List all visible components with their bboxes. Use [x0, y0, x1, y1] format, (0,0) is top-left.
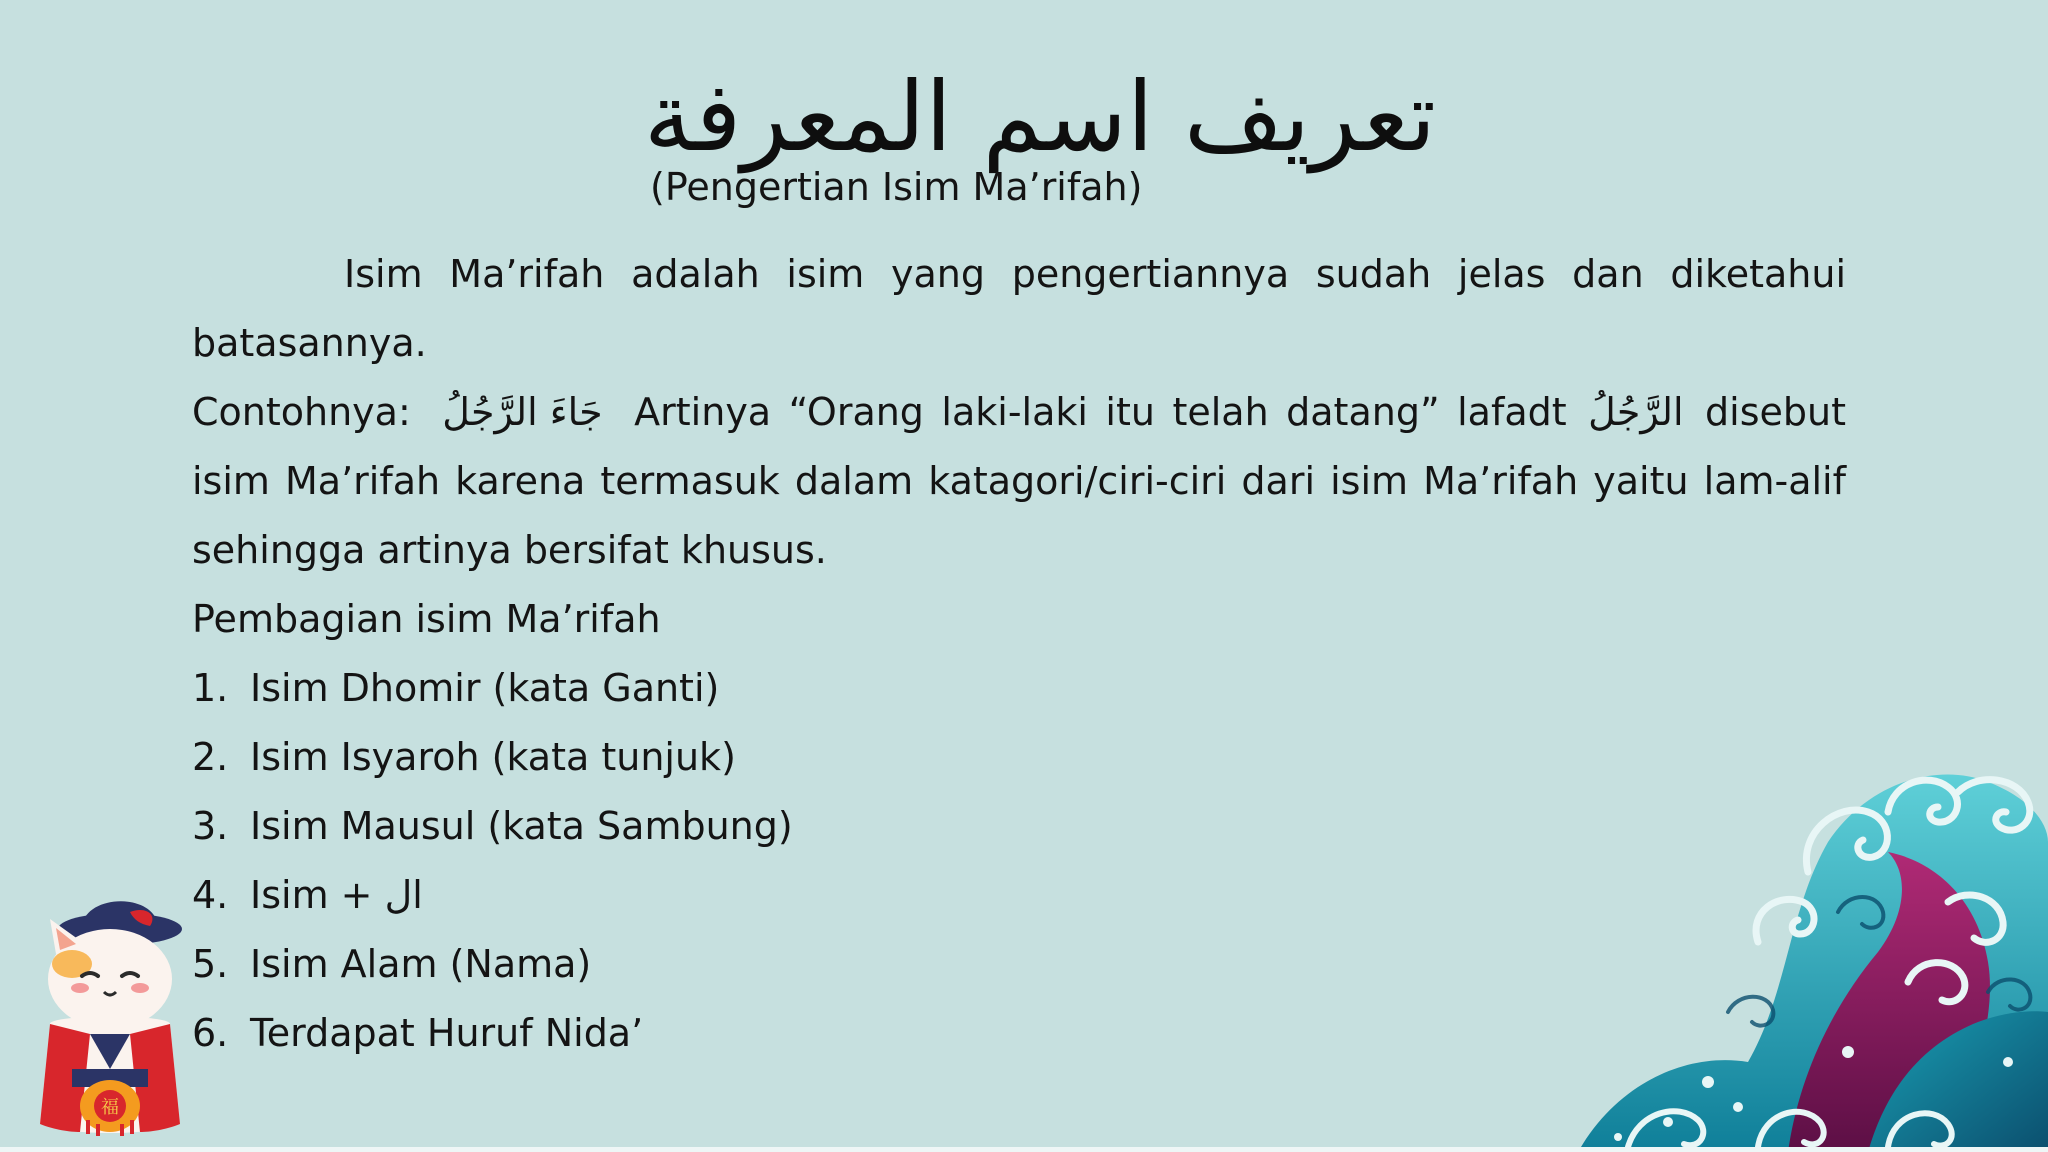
- example-paragraph: [192, 378, 1846, 585]
- list-item-number: 3.: [192, 804, 229, 848]
- list-item-text: Isim Dhomir (kata Ganti): [250, 666, 720, 710]
- example-arabic-sentence: جَاءَ الرَّجُلُ: [442, 390, 603, 434]
- slide-title-arabic: تعريف اسم المعرفة: [643, 61, 1437, 173]
- example-explanation: disebut isim Ma’rifah karena termasuk dalam katagori/ciri-ciri dari isim Ma’rifah yaitu lam-alif sehingga artinya bersifat khusus.: [192, 390, 1846, 572]
- list-item-number: 5.: [192, 942, 229, 986]
- list-item-number: 1.: [192, 666, 229, 710]
- definition-paragraph: Isim Ma’rifah adalah isim yang pengertiannya sudah jelas dan diketahui batasannya.: [192, 252, 1846, 365]
- list-item-text: Terdapat Huruf Nida’: [250, 1011, 644, 1055]
- example-arabic-word: الرَّجُلُ: [1588, 390, 1684, 434]
- list-item: [192, 654, 1846, 723]
- list-item-number: 2.: [192, 735, 229, 779]
- list-item-text: Isim Isyaroh (kata tunjuk): [250, 735, 736, 779]
- list-item-text: Isim Mausul (kata Sambung): [250, 804, 793, 848]
- list-item-text: Isim Alam (Nama): [250, 942, 592, 986]
- list-item-text: Isim + ال: [250, 873, 423, 917]
- bottom-strip: [0, 1147, 2048, 1152]
- slide-subtitle: (Pengertian Isim Ma’rifah): [650, 165, 1143, 209]
- example-prefix: Contohnya:: [192, 390, 411, 434]
- list-item-number: 4.: [192, 873, 229, 917]
- division-heading: Pembagian isim Ma’rifah: [192, 597, 661, 641]
- example-meaning: Artinya “Orang laki-laki itu telah datang” lafadt: [634, 390, 1567, 434]
- charm-glyph: 福: [101, 1097, 119, 1118]
- lucky-cat-illustration: [10, 884, 210, 1144]
- list-item-number: 6.: [192, 1011, 229, 1055]
- wave-illustration: [1148, 752, 2048, 1152]
